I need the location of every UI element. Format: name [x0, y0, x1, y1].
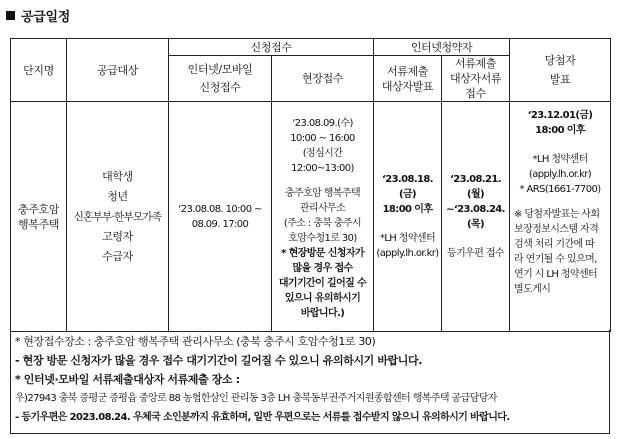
target-item: 대학생: [102, 169, 133, 183]
col-header-complex: [11, 39, 67, 102]
col-header-doc-submit-line-3: 접수: [465, 87, 486, 100]
col-header-winner-label: 당첨자: [544, 54, 576, 67]
section-title: 공급일정: [21, 10, 71, 25]
internet-mobile-period-line-1: ‘23.08.08. 10:00 ~: [178, 203, 262, 215]
col-header-winner-label-2: 발표: [549, 73, 571, 86]
onsite-lunch-line-2: 12:00~13:00): [291, 163, 354, 174]
internet-mobile-period-line-2: 08.09. 17:00: [191, 218, 249, 230]
onsite-warning-line-5: 바랍니다.): [300, 308, 345, 319]
col-header-winner: [510, 39, 611, 102]
col-header-doc-target-line-1: 서류제출: [387, 64, 428, 78]
note-line: - 등기우편은 2023.08.24. 우체국 소인분까지 유효하며, 일반 우편으로는 서류를 접수받지 않으니 유의하시기 바랍니다.: [15, 412, 510, 423]
cell-doc-submit: [442, 102, 510, 332]
winner-note-line-6: 별도게시: [514, 284, 551, 295]
cell-complex: [11, 102, 67, 332]
onsite-address-line-1: (주소 : 충북 충주시: [283, 218, 362, 229]
onsite-time: 10:00 ~ 16:00: [290, 133, 355, 144]
onsite-warning-line-2: 많을 경우 접수: [292, 263, 353, 274]
onsite-warning-line-4: 있으니 유의하시기: [284, 293, 361, 304]
col-header-application-label: 신청접수: [250, 40, 292, 54]
col-header-target: [67, 39, 169, 102]
winner-note-line-1: ※ 당첨자발표는 사회: [514, 209, 600, 220]
winner-note-line-2: 보장정보시스템 자격: [514, 224, 599, 235]
onsite-address-line-2: 호암수청1로 30): [288, 233, 357, 244]
doc-target-date: ‘23.08.18.(금): [382, 174, 433, 200]
target-item: 수급자: [102, 249, 133, 263]
note-line: * 인터넷·모바일 서류제출대상자 서류제출 장소 :: [15, 373, 240, 386]
note-line: - 현장 방문 신청자가 많을 경우 접수 대기기간이 길어질 수 있으니 유의하시기 바랍니다.: [15, 354, 423, 367]
winner-time: 18:00 이후: [535, 125, 585, 136]
col-header-doc-submit-line-2: 대상자서류: [449, 72, 502, 85]
doc-submit-date-line-1: ‘23.08.21.(월): [450, 174, 501, 200]
spacer: [374, 217, 441, 231]
cell-winner: [510, 102, 611, 332]
square-bullet-icon: [6, 11, 15, 20]
col-header-internet: [374, 39, 510, 56]
col-header-onsite-label: 현장접수: [302, 72, 343, 85]
winner-note-line-3: 검색 처리 기간에 따: [514, 239, 595, 250]
notes-box: [10, 330, 610, 434]
target-item: 신혼부부·한부모가족: [73, 210, 162, 223]
target-item: 고령자: [102, 229, 133, 243]
onsite-lunch-line-1: (점심시간: [302, 148, 343, 159]
doc-submit-date-line-2: ~‘23.08.24.(목): [446, 204, 505, 230]
col-header-complex-label: 단지명: [23, 63, 54, 77]
winner-date: ‘23.12.01(금): [527, 110, 593, 121]
header-row-1: [11, 39, 611, 56]
col-header-target-label: 공급대상: [97, 63, 138, 77]
cell-doc-target: [374, 102, 442, 332]
doc-target-time: 18:00 이후: [382, 204, 433, 215]
col-header-doc-target: [374, 56, 442, 102]
doc-submit-method: 등기우편 접수: [447, 248, 504, 259]
cell-onsite: [272, 102, 374, 332]
col-header-doc-target-line-2: 대상자발표: [381, 79, 434, 93]
schedule-table: [10, 38, 611, 332]
col-header-application: [169, 39, 374, 56]
note-line: * 현장접수장소 : 충주호암 행복주택 관리사무소 (충북 충주시 호암수청1로 30): [15, 335, 376, 348]
spacer: [510, 138, 610, 152]
winner-phone: * ARS(1661-7700): [519, 184, 601, 195]
target-item: 청년: [107, 189, 128, 203]
doc-target-site-line-2: (apply.lh.or.kr): [376, 248, 439, 259]
col-header-onsite: [272, 56, 374, 102]
onsite-office-line-1: 충주호암 행복주택: [284, 188, 361, 199]
spacer: [272, 176, 373, 186]
winner-site-line-2: (apply.lh.or.kr): [528, 169, 592, 180]
onsite-date: ‘23.08.09.(수): [292, 118, 353, 129]
col-header-doc-submit: [442, 56, 510, 102]
note-line: 우)27943 충북 증평군 증평읍 중앙로 88 농협한삼인 관리동 3층 LH 충북동부권주거지원종합센터 행복주택 공급담당자: [15, 393, 497, 404]
table-row: [11, 102, 611, 332]
winner-site-line-1: *LH 청약센터: [532, 154, 588, 165]
col-header-internet-mobile-line-2: 신청접수: [199, 81, 241, 94]
doc-target-site-line-1: *LH 청약센터: [379, 233, 436, 244]
winner-note-line-4: 라 연기될 수 있으며,: [514, 254, 597, 265]
col-header-internet-label: 인터넷청약자: [410, 40, 473, 54]
complex-name-line-2: 행복주택: [18, 217, 59, 231]
onsite-warning-line-1: * 현장방문 신청자가: [281, 248, 364, 259]
onsite-warning-line-3: 대기기간이 길어질 수: [278, 278, 367, 289]
col-header-internet-mobile: [169, 56, 272, 102]
col-header-internet-mobile-line-1: 인터넷/모바일: [187, 63, 253, 76]
cell-targets: [67, 102, 169, 332]
section-heading: [6, 6, 70, 25]
onsite-office-line-2: 관리사무소: [299, 203, 346, 214]
cell-internet-mobile: [169, 102, 272, 332]
complex-name-line-1: 충주호암: [18, 202, 59, 216]
spacer: [442, 232, 509, 246]
winner-note-line-5: 연기 시 LH 청약센터: [514, 269, 598, 280]
spacer: [510, 197, 610, 207]
col-header-doc-submit-line-1: 서류제출: [455, 57, 496, 70]
